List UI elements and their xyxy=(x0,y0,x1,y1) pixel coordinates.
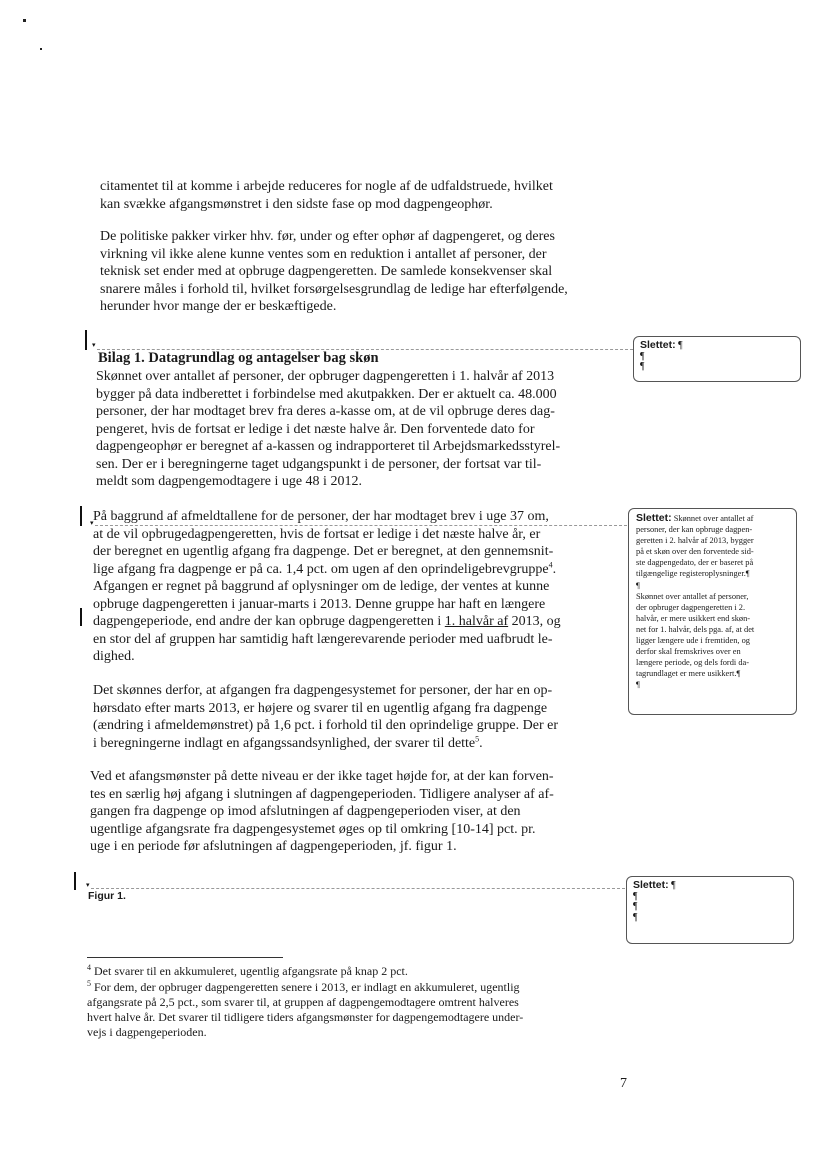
comment-text: ste dagpengedato, der er baseret på xyxy=(636,558,754,568)
comment-text: Skønnet over antallet af xyxy=(671,514,754,523)
text-line: bygger på data indberettet i forbindelse med akutpakken. Der er aktuelt ca. 48.000 xyxy=(96,386,557,402)
comment-text: derfor skal fremskrives over en xyxy=(636,647,741,657)
figure-label: Figur 1. xyxy=(88,890,126,902)
text-line: at de vil opbrugedagpengeretten, hvis de fortsat er ledige i det næste halve år, er xyxy=(93,526,541,542)
text-line: Det skønnes derfor, at afgangen fra dagpengesystemet for personer, der har en op- xyxy=(93,683,553,698)
text-line: citamentet til at komme i arbejde reduceres for nogle af de udfaldstruede, hvilket xyxy=(100,179,553,194)
comment-balloon-deleted[interactable] xyxy=(626,876,794,944)
footnote-ref-5: 5 xyxy=(475,733,480,743)
comment-balloon-deleted[interactable] xyxy=(628,508,797,715)
footnote-separator xyxy=(87,957,283,958)
text-line: sen. Der er i beregningerne taget udgangspunkt i de personer, der fortsat var til- xyxy=(96,456,542,472)
inserted-text: 1. halvår af xyxy=(444,614,509,629)
comment-title: Slettet: xyxy=(640,339,676,351)
comment-text: tagrundlaget er mere usikkert.¶ xyxy=(636,669,741,679)
paragraph-3 xyxy=(96,368,560,491)
comment-text: net for 1. halvår, dels pga. af, at det xyxy=(636,624,755,634)
footnote-text: For dem, der opbruger dagpengeretten senere i 2013, er indlagt en akkumuleret, ugentlig xyxy=(91,980,520,994)
change-bar xyxy=(74,872,76,890)
change-bar xyxy=(85,330,87,350)
footnote-ref-4: 4 xyxy=(548,559,553,569)
paragraph-4 xyxy=(93,508,561,666)
pilcrow: ¶ xyxy=(678,340,683,351)
comment-anchor: ▾ xyxy=(90,519,94,527)
comment-text: tilgængelige registeroplysninger.¶ xyxy=(636,569,750,579)
text-line: Afgangen er regnet på baggrund af oplysninger om de ledige, der ventes at kunne xyxy=(93,579,550,594)
footnote-text: afgangsrate på 2,5 pct., som svarer til, at gruppen af dagpengemodtagere omtrent halveres xyxy=(87,995,519,1009)
pilcrow: ¶ xyxy=(640,350,645,362)
comment-connector xyxy=(91,888,625,889)
text-line: snarere måles i forhold til, hvilket forsørgelsesgrundlag de ledige har efterfølgende, xyxy=(100,281,568,297)
text-line xyxy=(93,561,561,579)
text-line: På baggrund af afmeldtallene for de personer, der har modtaget brev i uge 37 om, xyxy=(93,509,549,524)
text-line xyxy=(93,735,558,753)
text-segment: lige afgang fra dagpenge er på ca. 1,4 pct. om ugen af den oprindeligebrevgruppe xyxy=(93,561,549,577)
pilcrow: ¶ xyxy=(640,361,645,372)
text-line: personer, der har modtaget brev fra deres a-kasse om, at de vil opbruge deres dag- xyxy=(96,404,555,419)
comment-text: længere periode, og dels fordi da- xyxy=(636,658,750,668)
paragraph-6 xyxy=(90,768,554,856)
footnote-text: hvert halve år. Det svarer til tidligere tiders afgangsmønster for dagpengemodtagere under- xyxy=(87,1010,524,1024)
change-bar xyxy=(80,506,82,526)
comment-text: ¶ xyxy=(636,580,640,590)
footnote-5 xyxy=(87,980,523,1040)
paragraph-1 xyxy=(100,178,553,213)
text-line: kan svække afgangsmønstret i den sidste fase op mod dagpengeophør. xyxy=(100,196,493,212)
comment-anchor: ▾ xyxy=(86,881,90,889)
text-line: herunder hvor mange der er beskæftigede. xyxy=(100,299,337,314)
pilcrow: ¶ xyxy=(633,890,638,902)
comment-text: personer, der kan opbruge dagpen- xyxy=(636,525,753,535)
text-segment: . xyxy=(552,561,557,577)
comment-text: geretten i 2. halvår af 2013, bygger xyxy=(636,536,754,546)
comment-title: Slettet: xyxy=(636,512,672,524)
appendix-heading: Bilag 1. Datagrundlag og antagelser bag skøn xyxy=(98,350,379,366)
text-line xyxy=(93,613,561,631)
text-line: Ved et afangsmønster på dette niveau er der ikke taget højde for, at der kan forven- xyxy=(90,769,554,784)
comment-text: der opbruger dagpengeretten i 2. xyxy=(636,602,746,612)
change-bar xyxy=(80,608,82,626)
footnote-4 xyxy=(87,964,408,979)
text-line: dighed. xyxy=(93,649,135,664)
scan-speck xyxy=(40,48,42,50)
comment-text: på et skøn over den forventede sid- xyxy=(636,547,754,557)
comment-text: ligger længere ude i fremtiden, og xyxy=(636,636,750,646)
text-line: gangen fra dagpenge op imod afslutningen af dagpengeperioden viser, at den xyxy=(90,804,521,819)
text-line: hørsdato efter marts 2013, er højere og svarer til en ugentlig afgang fra dagpenge xyxy=(93,700,548,716)
text-line: De politiske pakker virker hhv. før, under og efter ophør af dagpengeret, og deres xyxy=(100,229,555,244)
text-line: Skønnet over antallet af personer, der opbruger dagpengeretten i 1. halvår af 2013 xyxy=(96,369,555,384)
scan-speck xyxy=(23,19,26,22)
text-line: virkning vil ikke alene kunne ventes som en reduktion i antallet af personer, der xyxy=(100,246,547,262)
text-line: uge i en periode før afslutningen af dagpengeperioden, jf. figur 1. xyxy=(90,839,457,854)
footnote-text: vejs i dagpengeperioden. xyxy=(87,1025,207,1039)
text-line: meldt som dagpengemodtagere i uge 48 i 2012. xyxy=(96,474,362,489)
paragraph-2 xyxy=(100,228,568,316)
comment-text: Skønnet over antallet af personer, xyxy=(636,591,749,601)
text-segment: dagpengeperiode, end andre der kan opbruge dagpengeretten i xyxy=(93,614,445,629)
comment-balloon-deleted[interactable] xyxy=(633,336,801,382)
text-line: tes en særlig høj afgang i slutningen af dagpengeperioden. Tidligere analyser af af- xyxy=(90,786,554,802)
text-segment: i beregningerne indlagt en afgangssandsynlighed, der svarer til dette xyxy=(93,735,476,751)
text-line: opbruge dagpengeretten i januar-marts i 2013. Denne gruppe har haft en længere xyxy=(93,596,546,612)
footnote-text: Det svarer til en akkumuleret, ugentlig afgangsrate på knap 2 pct. xyxy=(91,964,408,978)
pilcrow: ¶ xyxy=(633,901,638,912)
paragraph-5 xyxy=(93,682,558,752)
comment-title: Slettet: xyxy=(633,879,669,891)
text-line: ugentlige afgangsrate fra dagpengesystemet øges op til omkring [10-14] pct. pr. xyxy=(90,821,536,837)
pilcrow: ¶ xyxy=(633,911,638,923)
page-number: 7 xyxy=(620,1076,627,1091)
text-line: der beregnet en ugentlig afgang fra dagpenge. Det er beregnet, at den gennemsnit- xyxy=(93,544,554,559)
text-line: teknisk set ender med at opbruge dagpengeretten. De samlede konsekvenser skal xyxy=(100,264,553,279)
comment-text: ¶ xyxy=(636,680,640,690)
text-line: (ændring i afmeldemønstret) på 1,6 pct. i forhold til den oprindelige gruppe. Der er xyxy=(93,718,558,733)
comment-text: halvår, er mere usikkert end skøn- xyxy=(636,613,751,623)
pilcrow: ¶ xyxy=(671,880,676,891)
footnote-number: 4 xyxy=(87,963,91,972)
text-line: pengeret, hvis de fortsat er ledige i det næste halve år. Den forventede dato for xyxy=(96,421,535,437)
text-line: dagpengeophør er beregnet af a-kassen og indrapporteret til Arbejdsmarkedsstyrel- xyxy=(96,439,561,454)
text-segment: 2013, og xyxy=(508,614,561,629)
footnote-number: 5 xyxy=(87,979,91,988)
text-line: en stor del af gruppen har samtidig haft længerevarende perioder med uafbrudt le- xyxy=(93,631,553,647)
text-segment: . xyxy=(479,735,483,751)
comment-anchor: ▾ xyxy=(92,341,96,349)
